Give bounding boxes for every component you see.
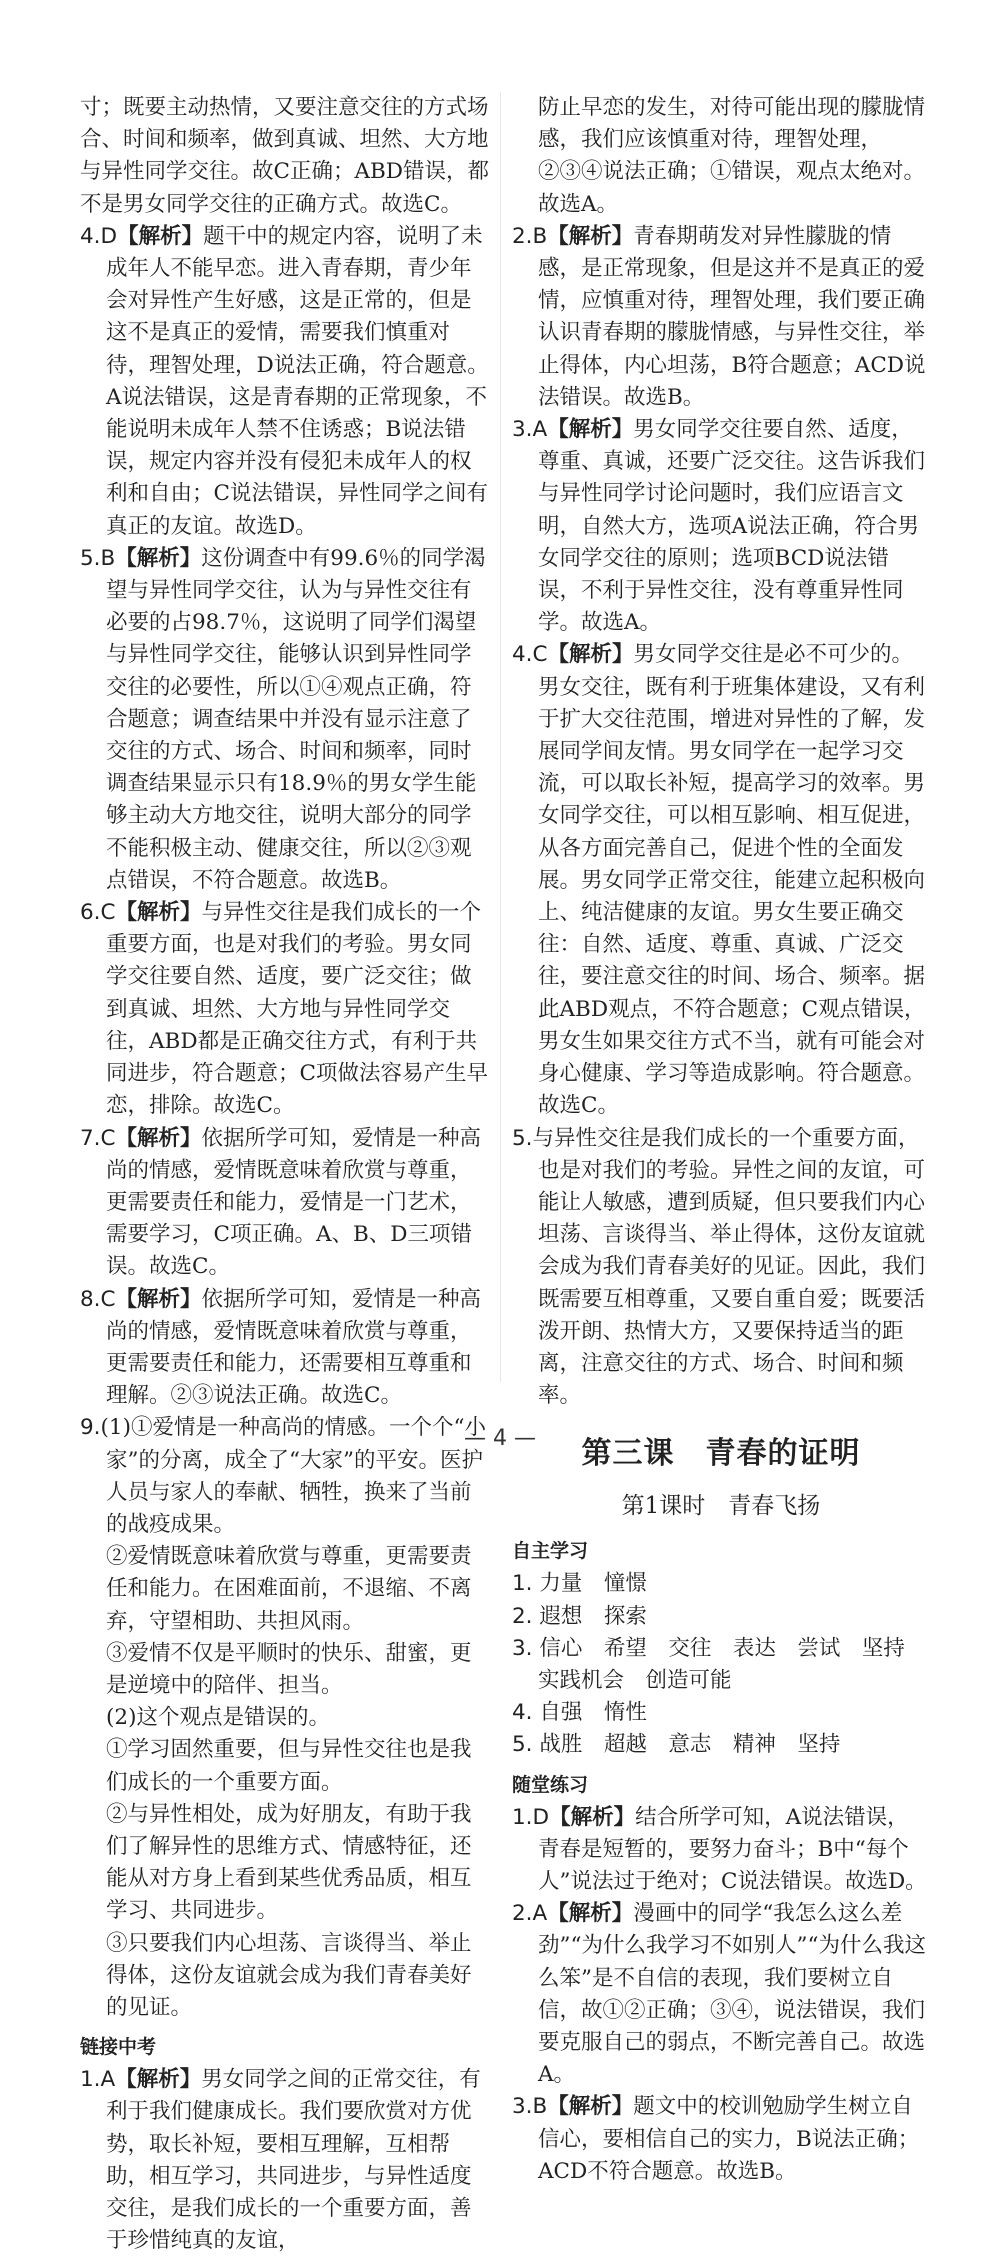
link-item-3 (512, 414, 930, 639)
analysis-tag: 【解析】 (115, 900, 202, 926)
self-study-answer (512, 1697, 930, 1729)
item-number: 7.C (80, 1125, 116, 1151)
continuation-paragraph: 防止早恋的发生，对待可能出现的朦胧情感，我们应该慎重对待，理智处理，②③④说法正确；①错误，观点太绝对。故选A。 (538, 95, 926, 217)
item-text: 结合所学可知，A说法错误，青春是短暂的，要努力奋斗；B中“每个人”说法过于绝对；C说法错误。故选D。 (538, 1804, 927, 1894)
item-text: 与异性交往是我们成长的一个重要方面，也是对我们的考验。男女同学交往要自然、适度，要广泛交往；做到真诚、坦然、大方地与异性同学交往，ABD都是正确交往方式，有利于共同进步，符合题意；C项做法容易产生早恋，排除。故选C。 (106, 900, 488, 1119)
item-text: 漫画中的同学“我怎么这么差劲”“为什么我学习不如别人”“为什么我这么笨”是不自信的表现，我们要树立自信，故①②正确；③④，说法错误，我们要克服自己的弱点，不断完善自己。故选A。 (538, 1901, 926, 2088)
self-study-answer (512, 1568, 930, 1600)
analysis-tag: 【解析】 (117, 223, 204, 249)
item-text: 依据所学可知，爱情是一种高尚的情感，爱情既意味着欣赏与尊重，更需要责任和能力，爱情是一门艺术，需要学习，C项正确。A、B、D三项错误。故选C。 (106, 1125, 482, 1280)
item-number: 4. (512, 1700, 533, 1726)
answer-item-7 (80, 1123, 490, 1284)
self-study-answer (512, 1633, 930, 1697)
item-text: 男女同学交往要自然、适度，尊重、真诚，还要广泛交往。这告诉我们与异性同学讨论问题时，我们应语言文明，自然大方，选项A说法正确，符合男女同学交往的原则；选项BCD说法错误，不利于异性交往，没有尊重异性同学。故选A。 (538, 417, 926, 636)
item-text: 男女同学交往是必不可少的。男女交往，既有利于班集体建设，又有利于扩大交往范围，增进对异性的了解，发展同学间友情。男女同学在一起学习交流，可以取长补短，提高学习的效率。男女同学交往，可以相互影响、相互促进，从各方面完善自己，促进个性的全面发展。男女同学正常交往，能建立起积极向上、纯洁健康的友谊。男女生要正确交往：自然、适度、尊重、真诚、广泛交往，要注意交往的时间、场合、频率。据此ABD观点，不符合题意；C观点错误，男女生如果交往方式不当，就有可能会对身心健康、学习等造成影响。符合题意。故选C。 (538, 642, 926, 1119)
column-divider (500, 92, 501, 1382)
item-text: 青春期萌发对异性朦胧的情感，是正常现象，但是这并不是真正的爱情，应慎重对待，理智处理，我们要正确认识青春期的朦胧情感，与异性交往，举止得体，内心坦荡，B符合题意；ACD说法错误。故选B。 (538, 223, 926, 410)
section-title-self-study: 自主学习 (512, 1540, 589, 1563)
right-column (512, 92, 930, 2188)
item-number: 3.A (512, 417, 548, 443)
analysis-tag: 【解析】 (115, 2067, 202, 2093)
lesson-title: 第三课 青春的证明 (581, 1436, 861, 1472)
left-column (80, 92, 490, 2257)
item-number: 5. (512, 1125, 533, 1151)
practice-item-2 (512, 1898, 930, 2091)
practice-item-3 (512, 2091, 930, 2188)
item-number: 9. (80, 1415, 101, 1441)
link-item-2 (512, 221, 930, 414)
item-number: 3.B (512, 2094, 548, 2120)
link-item-4 (512, 639, 930, 1122)
item-number: 2. (512, 1603, 533, 1629)
section-title-link-exam: 链接中考 (80, 2036, 157, 2059)
item-number: 1.A (80, 2067, 116, 2093)
analysis-tag: 【解析】 (549, 1804, 636, 1830)
answer-9-line: ③爱情不仅是平顺时的快乐、甜蜜，更是逆境中的陪伴、担当。 (106, 1640, 472, 1698)
analysis-tag: 【解析】 (115, 1125, 202, 1151)
answer-item-4 (80, 221, 490, 543)
analysis-tag: 【解析】 (547, 1901, 634, 1927)
lesson-subtitle: 第1课时 青春飞扬 (621, 1493, 821, 1520)
answer-text: 战胜 超越 意志 精神 坚持 (539, 1732, 841, 1758)
link-item-1 (80, 2064, 490, 2257)
answer-9-line: ②与异性相处，成为好朋友，有助于我们了解异性的思维方式、情感特征，还能从对方身上看到某些优秀品质，相互学习、共同进步。 (106, 1801, 472, 1924)
link-item-5 (512, 1123, 930, 1413)
self-study-answer (512, 1729, 930, 1761)
item-text: 依据所学可知，爱情是一种高尚的情感，爱情既意味着欣赏与尊重，更需要责任和能力，还需要相互尊重和理解。②③说法正确。故选C。 (106, 1286, 482, 1409)
item-number: 1. (512, 1571, 533, 1597)
analysis-tag: 【解析】 (547, 2094, 634, 2120)
item-number: 5. (512, 1732, 533, 1758)
analysis-tag: 【解析】 (547, 223, 634, 249)
answer-9-line: ②爱情既意味着欣赏与尊重，更需要责任和能力。在困难面前，不退缩、不离弃，守望相助、共担风雨。 (106, 1544, 472, 1634)
answer-text: 自强 惰性 (539, 1700, 647, 1726)
answer-9-line: (2)这个观点是错误的。 (106, 1705, 330, 1731)
item-text: 题文中的校训勉励学生树立自信心，要相信自己的实力，B说法正确；ACD不符合题意。故选B。 (538, 2094, 920, 2184)
section-title-practice: 随堂练习 (512, 1773, 589, 1796)
analysis-tag: 【解析】 (115, 545, 202, 571)
analysis-tag: 【解析】 (547, 642, 634, 668)
practice-item-1 (512, 1802, 930, 1899)
answer-text: 信心 希望 交往 表达 尝试 坚持 实践机会 创造可能 (538, 1635, 927, 1693)
item-number: 8.C (80, 1286, 116, 1312)
item-number: 1.D (512, 1804, 550, 1830)
item-text: (1)①爱情是一种高尚的情感。一个个“小家”的分离，成全了“大家”的平安。医护人员与家人的奉献、牺牲，换来了当前的战疫成果。 (100, 1415, 486, 1537)
item-number: 2.B (512, 223, 548, 249)
answer-9-line: ③只要我们内心坦荡、言谈得当、举止得体，这份友谊就会成为我们青春美好的见证。 (106, 1930, 472, 2020)
self-study-answer (512, 1601, 930, 1633)
item-number: 6.C (80, 900, 116, 926)
answer-text: 力量 憧憬 (539, 1571, 647, 1597)
item-number: 4.D (80, 223, 118, 249)
item-number: 2.A (512, 1901, 548, 1927)
item-number: 3. (512, 1635, 533, 1661)
answer-item-8 (80, 1284, 490, 1413)
item-text: 题干中的规定内容，说明了未成年人不能早恋。进入青春期，青少年会对异性产生好感，这是正常的，但是这不是真正的爱情，需要我们慎重对待，理智处理，D说法正确，符合题意。A说法错误，这是青春期的正常现象，不能说明未成年人禁不住诱惑；B说法错误，规定内容并没有侵犯未成年人的权利和自由；C说法错误，异性同学之间有真正的友谊。故选D。 (106, 223, 489, 539)
item-text: 男女同学之间的正常交往，有利于我们健康成长。我们要欣赏对方优势，取长补短，要相互理解，互相帮助，相互学习，共同进步，与异性适度交往，是我们成长的一个重要方面，善于珍惜纯真的友谊， (106, 2067, 481, 2254)
answer-9-line: ①学习固然重要，但与异性交往也是我们成长的一个重要方面。 (106, 1737, 472, 1795)
item-text: 这份调查中有99.6％的同学渴望与异性同学交往，认为与异性交往有必要的占98.7％，这说明了同学们渴望与异性同学交往，能够认识到异性同学交往的必要性，所以①④观点正确，符合题意；调查结果中并没有显示注意了交往的方式、场合、时间和频率，同时调查结果显示只有18.9％的男女学生能够主动大方地交往，说明大部分的同学不能积极主动、健康交往，所以②③观点错误，不符合题意。故选B。 (106, 545, 486, 893)
answer-text: 遐想 探索 (539, 1603, 647, 1629)
analysis-tag: 【解析】 (547, 417, 634, 443)
analysis-tag: 【解析】 (115, 1286, 202, 1312)
continuation-paragraph: 寸；既要主动热情，又要注意交往的方式场合、时间和频率，做到真诚、坦然、大方地与异性同学交往。故C正确；ABD错误，都不是男女同学交往的正确方式。故选C。 (80, 95, 490, 217)
item-text: 与异性交往是我们成长的一个重要方面，也是对我们的考验。异性之间的友谊，可能让人敏感，遭到质疑，但只要我们内心坦荡、言谈得当、举止得体，这份友谊就会成为我们青春美好的见证。因此，我们既需要互相尊重，又要自重自爱；既要活泼开朗、热情大方，又要保持适当的距离，注意交往的方式、场合、时间和频率。 (532, 1125, 926, 1409)
item-number: 4.C (512, 642, 548, 668)
answer-item-5 (80, 543, 490, 897)
answer-item-6 (80, 897, 490, 1122)
page-number: — 4 — (464, 1426, 536, 1451)
item-number: 5.B (80, 545, 116, 571)
